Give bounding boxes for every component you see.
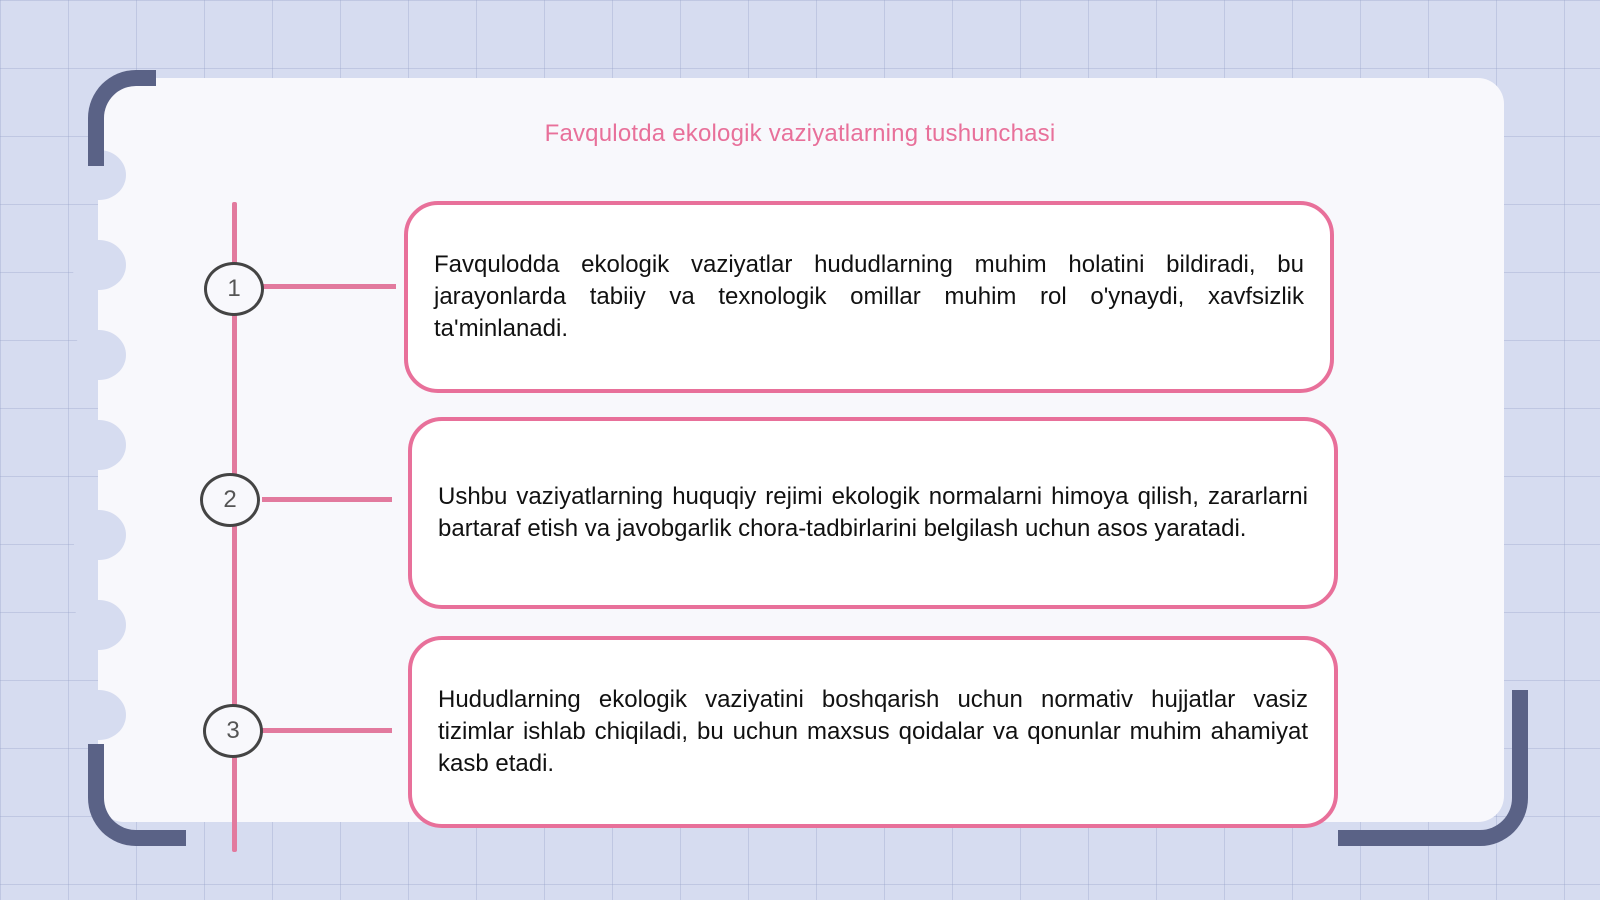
step-number-1: 1 [204,262,264,316]
frame-corner-bottom-right [1338,690,1528,846]
frame-corner-top-left [88,70,156,166]
text-box-2-content: Ushbu vaziyatlarning huquqiy rejimi ekologik normalarni himoya qilish, zararlarni bartaraf etish va javobgarlik chora-tadbirlarini belgilash uchun asos yaratadi. [438,483,1308,542]
step-number-3: 3 [203,704,263,758]
frame-corner-bottom-left [88,744,186,846]
notebook-notch [72,510,126,560]
text-box-3-content: Hududlarning ekologik vaziyatini boshqarish uchun normativ hujjatlar vasiz tizimlar ishlab chiqiladi, bu uchun maxsus qoidalar va qonunlar muhim ahamiyat kasb etadi. [438,686,1308,777]
timeline-connector [262,497,392,502]
timeline-connector [262,284,396,289]
slide-title: Favqulotda ekologik vaziyatlarning tushunchasi [544,120,1056,147]
step-number-2: 2 [200,473,260,527]
notebook-notch [72,330,126,380]
notebook-notch [72,240,126,290]
text-box-2 [408,417,1338,609]
text-box-1-content: Favqulodda ekologik vaziyatlar hududlarning muhim holatini bildiradi, bu jarayonlarda tabiiy va texnologik omillar muhim rol o'ynaydi, xavfsizlik ta'minlanadi. [434,251,1304,342]
timeline-connector [262,728,392,733]
text-box-3 [408,636,1338,828]
notebook-notch [72,690,126,740]
notebook-notch [72,420,126,470]
notebook-notch [72,600,126,650]
text-box-1 [404,201,1334,393]
